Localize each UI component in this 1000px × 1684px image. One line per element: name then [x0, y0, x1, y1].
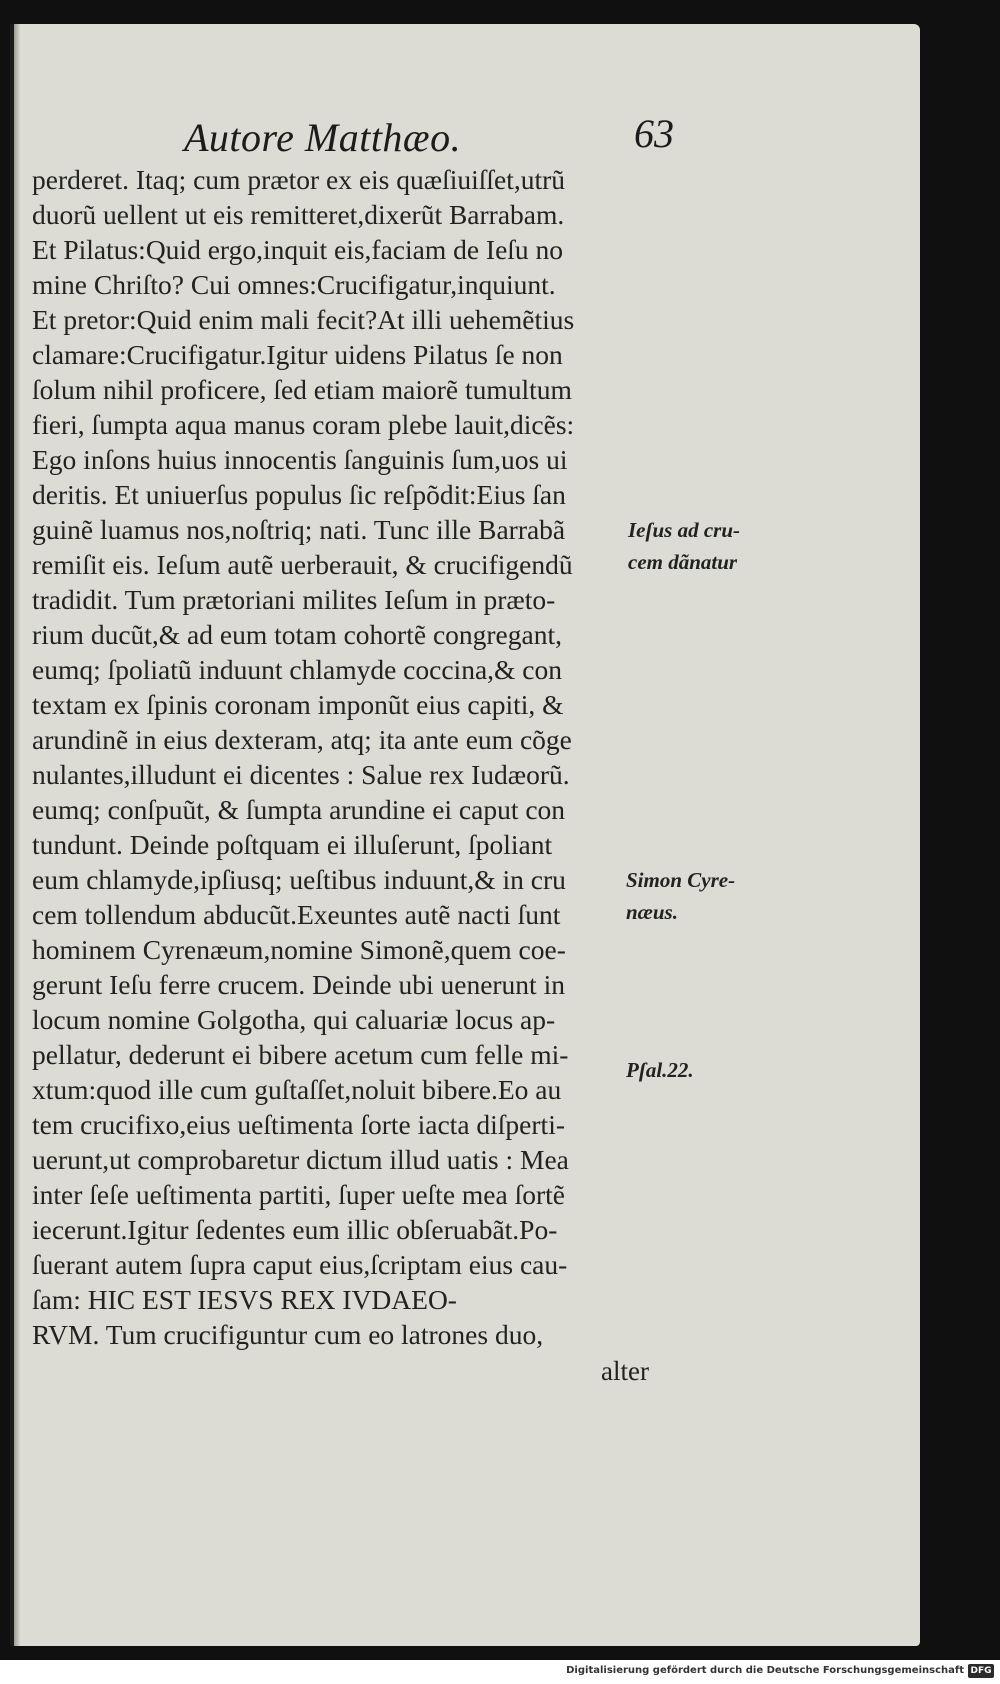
text-line: duorũ uellent ut eis remitteret,dixerũt Barrabam. [32, 199, 565, 230]
footer-bar [0, 1660, 1000, 1684]
text-line: Et pretor:Quid enim mali fecit?At illi uehemẽtius [32, 304, 575, 335]
text-line: deritis. Et uniuerſus populus ſic reſpõdit:Eius ſan [32, 479, 566, 510]
text-line: locum nomine Golgotha, qui caluariæ locus ap- [32, 1004, 556, 1035]
text-line: remiſit eis. Ieſum autẽ uerberauit, & crucifigendũ [32, 549, 573, 580]
marginal-note-line: Simon Cyre- [626, 868, 736, 892]
text-line: Ego inſons huius innocentis ſanguinis ſum,uos ui [32, 444, 568, 475]
text-line: ſuerant autem ſupra caput eius,ſcriptam eius cau- [32, 1249, 568, 1280]
book-page [10, 24, 920, 1646]
marginal-note-line: cem dãnatur [628, 550, 738, 574]
dfg-logo: DFG [968, 1664, 994, 1678]
text-line: mine Chriſto? Cui omnes:Crucifigatur,inquiunt. [32, 269, 556, 300]
text-line: eumq; conſpuũt, & ſumpta arundine ei caput con [32, 794, 566, 825]
text-line: nulantes,illudunt ei dicentes : Salue rex Iudæorũ. [32, 759, 570, 790]
marginal-note-condemnation [628, 514, 740, 578]
text-line: tem crucifixo,eius ueſtimenta ſorte iacta diſperti- [32, 1109, 565, 1140]
marginal-note-line: næus. [626, 900, 678, 924]
marginal-note-psalm: Pſal.22. [626, 1058, 694, 1082]
text-line: eum chlamyde,ipſiusq; ueſtibus induunt,& in cru [32, 864, 566, 895]
marginal-note-simon [626, 864, 735, 928]
text-line: xtum:quod ille cum guſtaſſet,noluit bibere.Eo au [32, 1074, 562, 1105]
text-line: tundunt. Deinde poſtquam ei illuſerunt, ſpoliant [32, 829, 553, 860]
page-header [184, 108, 684, 168]
text-line: iecerunt.Igitur ſedentes eum illic obſeruabãt.Po- [32, 1214, 558, 1245]
text-line: uerunt,ut comprobaretur dictum illud uatis : Mea [32, 1144, 569, 1175]
text-line: arundinẽ in eius dexteram, atq; ita ante eum cõge [32, 724, 572, 755]
text-line: ſam: HIC EST IESVS REX IVDAEO- [32, 1284, 457, 1315]
page-gutter-edge [14, 24, 20, 1646]
text-line: Et Pilatus:Quid ergo,inquit eis,faciam de Ieſu no [32, 234, 564, 265]
catchword: alter [601, 1356, 649, 1386]
running-title: Autore Matthæo. [184, 115, 462, 160]
page-number: 63 [634, 111, 674, 156]
text-line: rium ducũt,& ad eum totam cohortẽ congregant, [32, 619, 562, 650]
text-line: cem tollendum abducũt.Exeuntes autẽ nacti ſunt [32, 899, 561, 930]
text-line: textam ex ſpinis coronam imponũt eius capiti, & [32, 689, 564, 720]
text-line: clamare:Crucifigatur.Igitur uidens Pilatus ſe non [32, 339, 563, 370]
body-text-block [32, 162, 692, 1352]
text-line: RVM. Tum crucifiguntur cum eo latrones duo, [32, 1319, 544, 1350]
text-line: ſolum nihil proficere, ſed etiam maiorẽ tumultum [32, 374, 572, 405]
text-line: inter ſeſe ueſtimenta partiti, ſuper ueſte mea ſortẽ [32, 1179, 565, 1210]
text-line: tradidit. Tum prætoriani milites Ieſum in præto- [32, 584, 556, 615]
text-line: eumq; ſpoliatũ induunt chlamyde coccina,& con [32, 654, 562, 685]
marginal-note-line: Ieſus ad cru- [628, 518, 741, 542]
text-line: guinẽ luamus nos,noſtriq; nati. Tunc ille Barrabã [32, 514, 566, 545]
text-line: perderet. Itaq; cum prætor ex eis quæſiuiſſet,utrũ [32, 164, 566, 195]
text-line: fieri, ſumpta aqua manus coram plebe lauit,dicẽs: [32, 409, 575, 440]
text-line: hominem Cyrenæum,nomine Simonẽ,quem coe- [32, 934, 566, 965]
text-line: pellatur, dederunt ei bibere acetum cum felle mi- [32, 1039, 569, 1070]
funding-credit: Digitalisierung gefördert durch die Deutsche Forschungsgemeinschaft [566, 1665, 964, 1676]
text-line: gerunt Ieſu ferre crucem. Deinde ubi uenerunt in [32, 969, 565, 1000]
